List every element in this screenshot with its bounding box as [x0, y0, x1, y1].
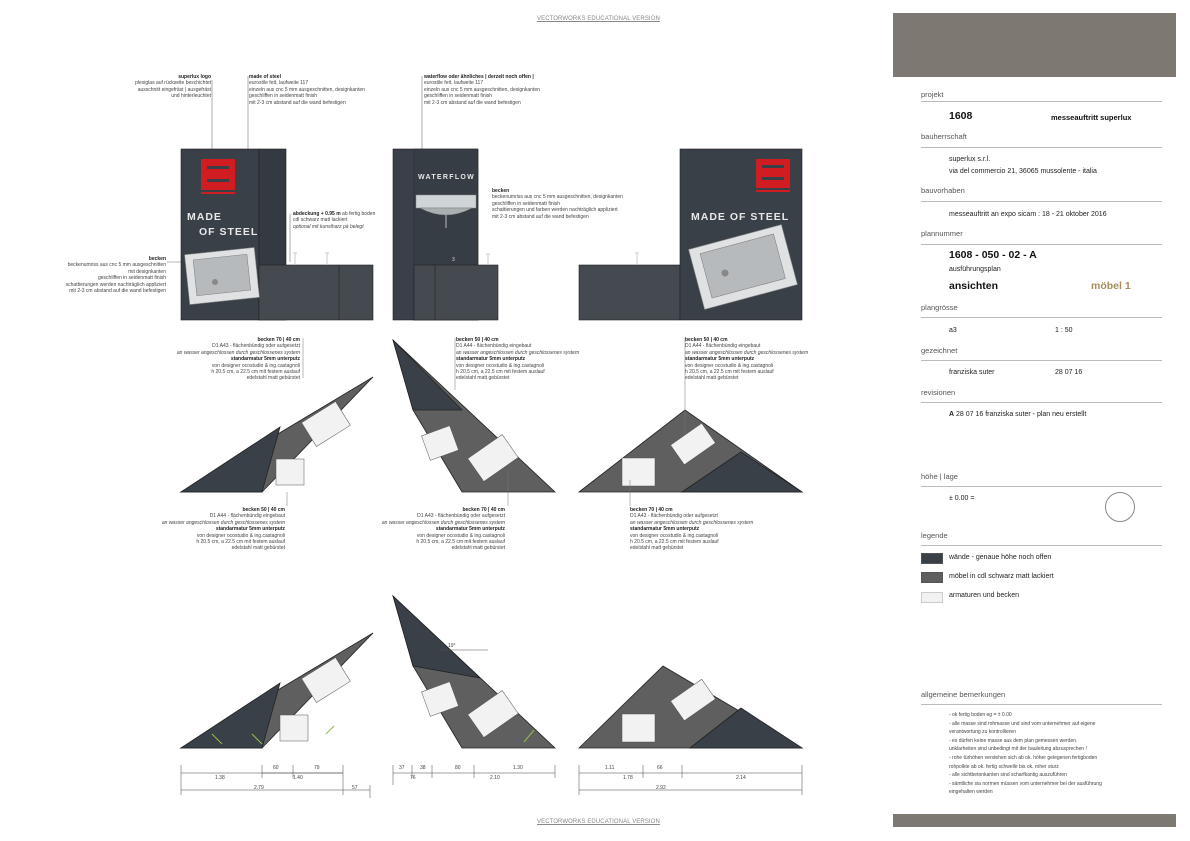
superlux-logo-right — [756, 159, 790, 192]
wall-text-waterflow: WATERFLOW — [418, 174, 476, 181]
plan-note-5: becken 70 | 40 cm D1 A43 - flächenbündig oder aufgesetzt an wasser angeschlossen durch geschlossenes system standarmatur 5mm unterputz von designer ocostudio & ing.castagnoli h 20.5 cm, a 22.5 cm mit festem auslauf edelstahl matt gebürstet — [381, 507, 505, 552]
dim-1-38: 1.38 — [215, 775, 225, 781]
bemerkungen-list: - ok fertig boden eg = ± 0.00 - alle masse sind rohmasse und sind vom unternehmer auf eigene verantwortung zu kontrollieren - es dürfen keine masse aus dem plan gemessen werden. unklarheiten sind unbedingt mit der bauleitung abzusprechen ! - rohe türhöhen verstehen sich ab ok. höher gelegenen fertigboden rohpolkte ab ok. fertig schwelle bis ok. roher sturz - alle sichtbetonkanten sind scharfkantig auszuführen - sämtliche sia normen müssen vom unternehmer bei der ausführung eingehalten werden — [949, 712, 1102, 796]
label-gezeichnet: gezeichnet — [921, 346, 958, 355]
plan-upper-3 — [579, 338, 802, 506]
watermark-top: VECTORWORKS EDUCATIONAL VERSION — [537, 16, 660, 22]
plan-upper-1 — [181, 338, 373, 506]
dim-76: 76 — [410, 775, 416, 781]
plan-lower-2 — [393, 596, 555, 748]
dim-2-10: 2.10 — [490, 775, 500, 781]
dim-79: 79 — [314, 765, 320, 771]
dim-2-14: 2.14 — [736, 775, 746, 781]
note-becken-left: becken beckenumriss aus cnc 5 mm ausgeschnitten mit designkanten geschliffen in seidenmatt finish schattierungen werden nachträglich appliziert mit 2-3 cm abstand auf die wand befestigen — [65, 256, 166, 295]
bauvorhaben-value: messeauftritt an expo sicam : 18 - 21 oktober 2016 — [949, 211, 1107, 218]
plan-type: ausführungsplan — [949, 266, 1001, 273]
faucet-number: 3 — [452, 257, 455, 263]
plan-title: ansichten — [949, 280, 999, 292]
north-circle — [1105, 492, 1135, 522]
label-plangroesse: plangrösse — [921, 303, 958, 312]
plan-lower-1 — [181, 633, 373, 748]
dim-37: 37 — [399, 765, 405, 771]
dim-66: 66 — [657, 765, 663, 771]
bauherr-name: superlux s.r.l. — [949, 156, 991, 163]
label-bemerkungen: allgemeine bemerkungen — [921, 690, 1006, 699]
wall-text-made: MADE — [187, 211, 222, 223]
hoehe-value: ± 0.00 = — [949, 495, 975, 502]
plan-note-6: becken 70 | 40 cm D1 A43 - flächenbündig oder aufgesetzt an wasser angeschlossen durch geschlossenes system standarmatur 5mm unterputz von designer ocostudio & ing.castagnoli h 20.5 cm, a 22.5 cm mit festem auslauf edelstahl matt gebürstet — [630, 507, 754, 552]
label-legende: legende — [921, 531, 948, 540]
elevation-3 — [579, 149, 802, 320]
legend-fixtures: armaturen und becken — [949, 592, 1020, 599]
massstab-value: 1 : 50 — [1055, 327, 1073, 334]
label-bauherrschaft: bauherrschaft — [921, 132, 967, 141]
projekt-number: 1608 — [949, 110, 973, 122]
plannummer-value: 1608 - 050 - 02 - A — [949, 249, 1037, 261]
legend-swatch-fixtures — [921, 592, 943, 603]
plan-upper-2 — [393, 338, 555, 506]
superlux-logo-left — [201, 159, 235, 194]
note-abdeckung: abdeckung + 0.95 m ab fertig boden cdl schwarz matt lackiert optional mit kunstharz pä belegt — [293, 211, 376, 230]
dim-2-79: 2.79 — [254, 785, 264, 791]
dim-1-30: 1.30 — [513, 765, 523, 771]
wall-text-of-steel: OF STEEL — [199, 226, 259, 238]
label-bauvorhaben: bauvorhaben — [921, 186, 965, 195]
sink-illustration-left — [185, 247, 260, 304]
dim-1-78: 1.78 — [623, 775, 633, 781]
plan-lower-3 — [579, 666, 802, 748]
dim-2-92: 2.92 — [656, 785, 666, 791]
dim-1-11: 1.11 — [605, 765, 615, 771]
legend-walls: wände - genaue höhe noch offen — [949, 554, 1052, 561]
plan-subtitle: möbel 1 — [1091, 280, 1131, 292]
gezeichnet-name: franziska suter — [949, 369, 995, 376]
dim-angle: 19° — [448, 643, 456, 649]
note-superlux-logo: superlux logo plexiglas auf rückseite beschichtet ausschnitt eingefräst | ausgefräst und hinterleuchtet — [135, 74, 211, 100]
panel-footer-bar — [893, 814, 1176, 827]
dim-38: 38 — [420, 765, 426, 771]
plan-views-drawing — [0, 330, 900, 810]
plan-note-1: becken 70 | 40 cm D1 A43 - flächenbündig oder aufgesetzt an wasser angeschlossen durch geschlossenes system standarmatur 5mm unterputz von designer ocostudio & ing.castagnoli h 20.5 cm, a 22.5 cm mit festem auslauf edelstahl matt gebürstet — [176, 337, 300, 382]
watermark-bottom: VECTORWORKS EDUCATIONAL VERSION — [537, 819, 660, 825]
elevations-drawing — [0, 0, 900, 330]
dim-1-40: 1.40 — [293, 775, 303, 781]
legend-swatch-furniture — [921, 572, 943, 583]
note-waterflow: waterflow oder ähnliches | derzeit noch offen | eurostile fett, laufweite 117 einzeln aus cnc 5 mm ausgeschnitten, designkanten geschliffen in seidenmatt finish mit 2-3 cm abstand auf die wand befestigen — [424, 74, 540, 106]
label-projekt: projekt — [921, 90, 944, 99]
label-plannummer: plannummer — [921, 229, 963, 238]
legend-furniture: möbel in cdl schwarz matt lackiert — [949, 573, 1054, 580]
dim-57: 57 — [352, 785, 358, 791]
plan-note-3: becken 50 | 40 cm D1 A44 - flächenbündig eingebaut an wasser angeschlossen durch geschlossenes system standarmatur 5mm unterputz von designer ocostudio & ing.castagnoli h 20.5 cm, a 22.5 cm mit festem auslauf edelstahl matt gebürstet — [685, 337, 809, 382]
note-becken-center: becken beckenumriss aus cnc 5 mm ausgeschnitten, designkanten geschliffen in seidenmatt finish schattierungen und farben werden nachträglich appliziert mit 2-3 cm abstand auf die wand befestigen — [492, 188, 623, 220]
dim-80: 80 — [455, 765, 461, 771]
plan-note-4: becken 50 | 40 cm D1 A44 - flächenbündig eingebaut an wasser angeschlossen durch geschlossenes system standarmatur 5mm unterputz von designer ocostudio & ing.castagnoli h 20.5 cm, a 22.5 cm mit festem auslauf edelstahl matt gebürstet — [161, 507, 285, 552]
label-revisionen: revisionen — [921, 388, 956, 397]
dim-60: 60 — [273, 765, 279, 771]
note-made-of-steel: made of steel eurostile fett, laufweite 117 einzeln aus cnc 5 mm ausgeschnitten, designkanten geschliffen in seidenmatt finish mit 2-3 cm abstand auf die wand befestigen — [249, 74, 365, 106]
bauherr-address: via del commercio 21, 36065 mussolente - italia — [949, 168, 1097, 175]
plan-note-2: becken 50 | 40 cm D1 A44 - flächenbündig eingebaut an wasser angeschlossen durch geschlossenes system standarmatur 5mm unterputz von designer ocostudio & ing.castagnoli h 20.5 cm, a 22.5 cm mit festem auslauf edelstahl matt gebürstet — [456, 337, 580, 382]
legend-swatch-walls — [921, 553, 943, 564]
revision-entry: A 28 07 16 franziska suter - plan neu erstellt — [949, 411, 1087, 418]
projekt-name: messeauftritt superlux — [1051, 113, 1132, 122]
label-hoehe-lage: höhe | lage — [921, 472, 958, 481]
gezeichnet-date: 28 07 16 — [1055, 369, 1083, 376]
wall-text-made-of-steel: MADE OF STEEL — [691, 211, 790, 223]
format-value: a3 — [949, 327, 957, 334]
panel-header-bar — [893, 13, 1176, 77]
